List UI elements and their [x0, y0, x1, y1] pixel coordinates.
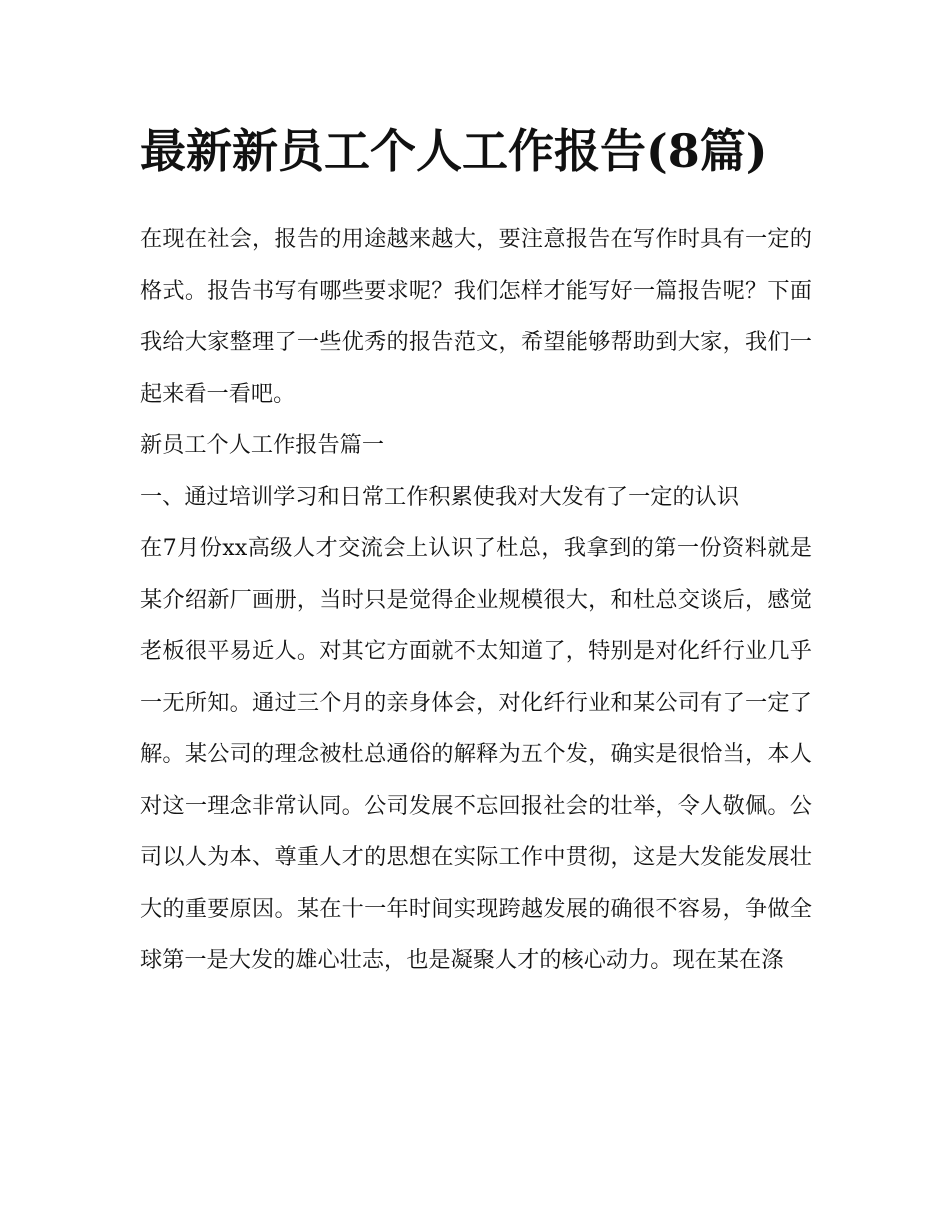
body-paragraph: 在7月份xx高级人才交流会上认识了杜总，我拿到的第一份资料就是某介绍新厂画册，当时只是觉得企业规模很大，和杜总交谈后，感觉老板很平易近人。对其它方面就不太知道了，特别是对化纤行业几乎一无所知。通过三个月的亲身体会，对化纤行业和某公司有了一定了解。某公司的理念被杜总通俗的解释为五个发，确实是很恰当，本人对这一理念非常认同。公司发展不忘回报社会的壮举，令人敬佩。公司以人为本、尊重人才的思想在实际工作中贯彻，这是大发能发展壮大的重要原因。某在十一年时间实现跨越发展的确很不容易，争做全球第一是大发的雄心壮志，也是凝聚人才的核心动力。现在某在涤: [140, 535, 812, 973]
document-body: [140, 214, 812, 987]
document-page: [140, 112, 812, 987]
document-title: 最新新员工个人工作报告(8篇): [140, 124, 768, 178]
intro-paragraph: 在现在社会，报告的用途越来越大，要注意报告在写作时具有一定的格式。报告书写有哪些要求呢？我们怎样才能写好一篇报告呢？下面我给大家整理了一些优秀的报告范文，希望能够帮助到大家，我们一起来看一看吧。: [140, 226, 812, 407]
section-heading: 新员工个人工作报告篇一: [140, 432, 385, 458]
point-heading: 一、通过培训学习和日常工作积累使我对大发有了一定的认识: [140, 483, 740, 510]
